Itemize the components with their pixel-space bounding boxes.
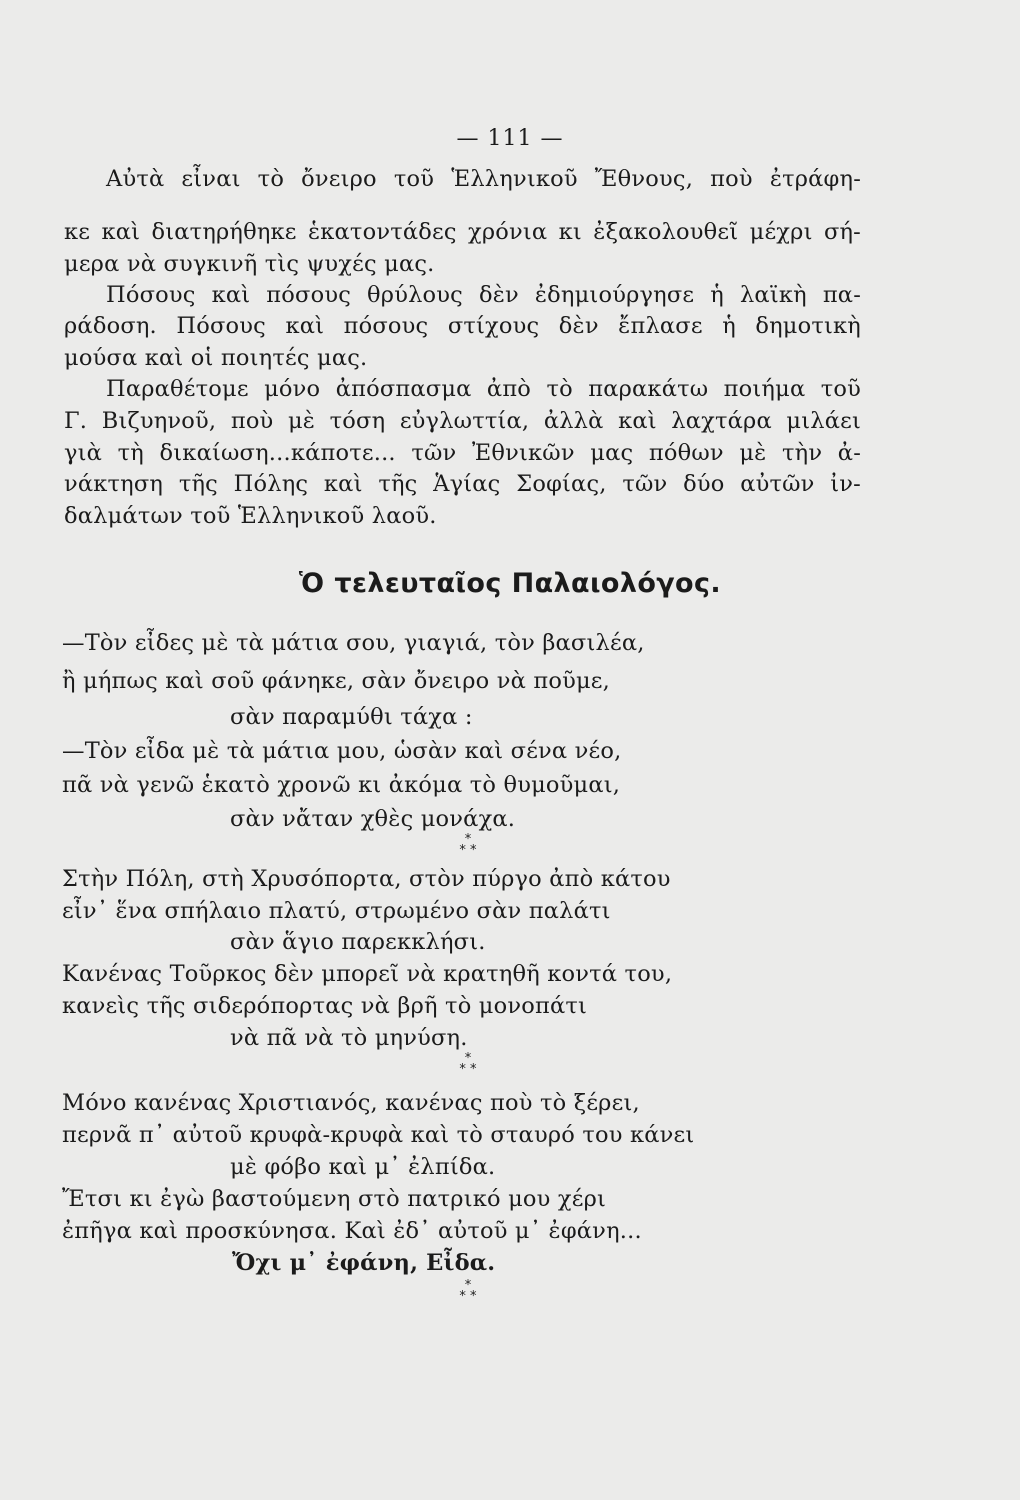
intro-line-5: ράδοση. Πόσους καὶ πόσους στίχους δὲν ἔπλασε ἡ δημοτικὴ xyxy=(64,313,861,339)
intro-line-11: δαλμάτων τοῦ Ἑλληνικοῦ λαοῦ. xyxy=(64,503,437,529)
stanza1-line-4: —Τὸν εἶδα μὲ τὰ μάτια μου, ὡσὰν καὶ σένα νέο, xyxy=(62,738,622,764)
stanza-separator-2: * * * xyxy=(459,1051,477,1077)
stanza3-line-3: μὲ φόβο καὶ μ᾿ ἐλπίδα. xyxy=(230,1154,496,1180)
stanza-separator-3: * * * xyxy=(459,1278,477,1304)
stanza1-line-2: ἢ μήπως καὶ σοῦ φάνηκε, σὰν ὄνειρο νὰ ποῦμε, xyxy=(62,668,610,694)
stanza1-line-1: —Τὸν εἶδες μὲ τὰ μάτια σου, γιαγιά, τὸν βασιλέα, xyxy=(62,630,645,656)
page-number: — 111 — xyxy=(456,126,564,151)
poem-title: Ὁ τελευταῖος Παλαιολόγος. xyxy=(298,568,722,599)
intro-line-1: Αὐτὰ εἶναι τὸ ὄνειρο τοῦ Ἑλληνικοῦ Ἔθνους, ποὺ ἐτράφη- xyxy=(106,166,861,192)
stanza1-line-3: σὰν παραμύθι τάχα : xyxy=(230,704,473,730)
stanza2-line-1: Στὴν Πόλη, στὴ Χρυσόπορτα, στὸν πύργο ἀπὸ κάτου xyxy=(62,866,671,892)
intro-line-10: νάκτηση τῆς Πόλης καὶ τῆς Ἁγίας Σοφίας, τῶν δύο αὐτῶν ἰν- xyxy=(64,471,861,497)
intro-line-8: Γ. Βιζυηνοῦ, ποὺ μὲ τόση εὐγλωττία, ἀλλὰ καὶ λαχτάρα μιλάει xyxy=(64,408,861,434)
stanza3-line-5: ἐπῆγα καὶ προσκύνησα. Καὶ ἐδ᾿ αὐτοῦ μ᾿ ἐφάνη... xyxy=(62,1218,642,1244)
stanza3-line-2: περνᾶ π᾿ αὐτοῦ κρυφὰ-κρυφὰ καὶ τὸ σταυρό του κάνει xyxy=(62,1122,695,1148)
intro-line-3: μερα νὰ συγκινῆ τὶς ψυχές μας. xyxy=(64,251,435,277)
stanza3-line-1: Μόνο κανένας Χριστιανός, κανένας ποὺ τὸ ξέρει, xyxy=(62,1090,640,1116)
stanza-separator-1: * * * xyxy=(459,832,477,858)
intro-line-2: κε καὶ διατηρήθηκε ἑκατοντάδες χρόνια κι ἐξακολουθεῖ μέχρι σή- xyxy=(64,219,861,245)
stanza1-line-6: σὰν νἄταν χθὲς μονάχα. xyxy=(230,806,516,832)
intro-line-7: Παραθέτομε μόνο ἀπόσπασμα ἀπὸ τὸ παρακάτω ποιήμα τοῦ xyxy=(106,376,861,402)
stanza3-line-6: Ὄχι μ᾿ ἐφάνη, Εἶδα. xyxy=(232,1250,496,1276)
intro-line-6: μούσα καὶ οἱ ποιητές μας. xyxy=(64,345,368,371)
stanza2-line-2: εἶν᾿ ἕνα σπήλαιο πλατύ, στρωμένο σὰν παλάτι xyxy=(62,898,611,924)
stanza2-line-4: Κανένας Τοῦρκος δὲν μπορεῖ νὰ κρατηθῆ κοντά του, xyxy=(62,961,673,987)
intro-line-9: γιὰ τὴ δικαίωση...κάποτε... τῶν Ἐθνικῶν μας πόθων μὲ τὴν ἀ- xyxy=(64,440,861,466)
stanza1-line-5: πᾶ νὰ γενῶ ἑκατὸ χρονῶ κι ἀκόμα τὸ θυμοῦμαι, xyxy=(62,772,621,798)
stanza2-line-3: σὰν ἅγιο παρεκκλήσι. xyxy=(230,929,486,955)
stanza2-line-6: νὰ πᾶ νὰ τὸ μηνύση. xyxy=(230,1025,468,1051)
stanza2-line-5: κανεὶς τῆς σιδερόπορτας νὰ βρῆ τὸ μονοπάτι xyxy=(62,993,588,1019)
stanza3-line-4: Ἔτσι κι ἐγὼ βαστούμενη στὸ πατρικό μου χέρι xyxy=(62,1186,607,1212)
intro-line-4: Πόσους καὶ πόσους θρύλους δὲν ἐδημιούργησε ἡ λαϊκὴ πα- xyxy=(106,282,861,308)
